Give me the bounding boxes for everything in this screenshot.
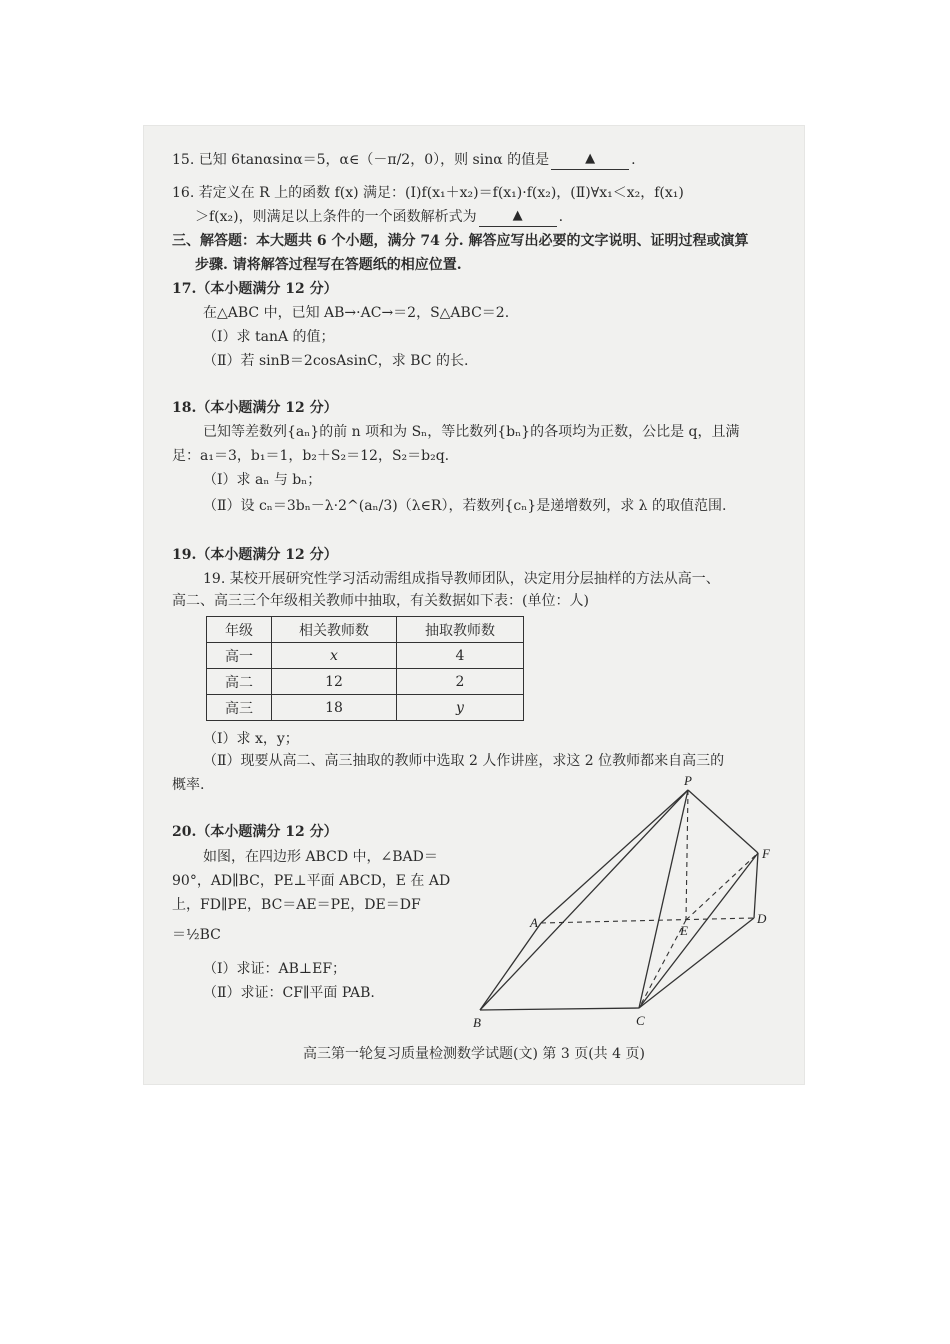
label-c: C [636,1013,645,1028]
table-cell: 高二 [207,669,272,695]
label-d: D [757,911,767,926]
q19-heading: 19.（本小题满分 12 分） [172,547,338,563]
q18-line: 足：a₁＝3，b₁＝1，b₂＋S₂＝12，S₂＝b₂q. [172,448,450,464]
edge-pf [688,790,758,853]
label-a: A [530,915,538,930]
q18-line: （Ⅰ）求 aₙ 与 bₙ； [203,472,322,488]
q20-line: （Ⅱ）求证：CF∥平面 PAB. [203,985,375,1001]
q18-line: 已知等差数列{aₙ}的前 n 项和为 Sₙ，等比数列{bₙ}的各项均为正数，公比是 q，且满 [203,424,740,440]
q19-line: （Ⅰ）求 x，y； [203,731,299,747]
table-cell: 高三 [207,695,272,721]
answer-blank: ▲ [551,149,629,170]
q17-heading: 17.（本小题满分 12 分） [172,281,338,297]
edge-ab [480,923,541,1010]
pyramid-figure [473,775,793,1035]
exam-page [143,125,805,1085]
edge-fd [754,853,758,918]
q17-line: 在△ABC 中，已知 AB→·AC→＝2，S△ABC＝2. [203,305,510,321]
table-cell: 12 [272,669,397,695]
table-cell: y [397,695,524,721]
q20-line: ＝½BC [172,927,221,943]
edge-bc [480,1008,639,1010]
table-header: 相关教师数 [272,617,397,643]
label-f: F [762,846,770,861]
q20-line: 如图，在四边形 ABCD 中，∠BAD＝ [203,849,438,865]
q20-heading: 20.（本小题满分 12 分） [172,824,338,840]
question-16-line2: ＞f(x₂)，则满足以上条件的一个函数解析式为 ▲ . [195,208,564,225]
table-header: 抽取教师数 [397,617,524,643]
edge-ec [639,920,686,1008]
table-cell: 18 [272,695,397,721]
table-header-row [207,617,524,643]
table-cell: x [272,643,397,669]
label-p: P [684,775,692,788]
question-16-line1: 16. 若定义在 R 上的函数 f(x) 满足：(Ⅰ)f(x₁＋x₂)＝f(x₁)·f(x₂)，(Ⅱ)∀x₁＜x₂，f(x₁) [172,185,684,201]
q19-line: 概率. [172,777,205,793]
q20-line: （Ⅰ）求证：AB⊥EF； [203,961,347,977]
label-b: B [473,1015,481,1030]
section-heading-line2: 步骤. 请将解答过程写在答题纸的相应位置. [195,257,462,273]
edge-pb [480,790,688,1010]
answer-blank: ▲ [479,206,557,227]
table-cell: 4 [397,643,524,669]
q20-line: 上，FD∥PE，BC＝AE＝PE，DE＝DF [172,897,421,913]
edge-pa [541,790,688,923]
teacher-count-table [206,616,524,721]
label-e: E [680,923,688,938]
table-row [207,669,524,695]
edge-ad [541,918,754,923]
q18-line: （Ⅱ）设 cₙ＝3bₙ－λ·2^(aₙ/3)（λ∈R），若数列{cₙ}是递增数列，求 λ 的取值范围. [203,498,727,514]
table-header: 年级 [207,617,272,643]
q19-line: （Ⅱ）现要从高二、高三抽取的教师中选取 2 人作讲座，求这 2 位教师都来自高三的 [203,753,725,769]
section-heading-line1: 三、解答题：本大题共 6 个小题，满分 74 分. 解答应写出必要的文字说明、证明过程或演算 [172,233,749,249]
q19-line: 19. 某校开展研究性学习活动需组成指导教师团队，决定用分层抽样的方法从高一、 [203,571,720,587]
edge-ef [686,853,758,920]
q18-heading: 18.（本小题满分 12 分） [172,400,338,416]
table-cell: 2 [397,669,524,695]
table-cell: 高一 [207,643,272,669]
table-row [207,643,524,669]
q17-line: （Ⅱ）若 sinB＝2cosAsinC，求 BC 的长. [203,353,469,369]
q19-line: 高二、高三三个年级相关教师中抽取，有关数据如下表：(单位：人) [172,593,589,609]
question-15: 15. 已知 6tanαsinα＝5，α∈（－π/2，0），则 sinα 的值是 ▲ . [172,151,636,168]
q20-line: 90°，AD∥BC，PE⊥平面 ABCD，E 在 AD [172,873,451,889]
table-row [207,695,524,721]
edge-pe [686,790,688,920]
page-footer: 高三第一轮复习质量检测数学试题(文) 第 3 页(共 4 页) [303,1046,645,1062]
q17-line: （Ⅰ）求 tanA 的值； [203,329,335,345]
